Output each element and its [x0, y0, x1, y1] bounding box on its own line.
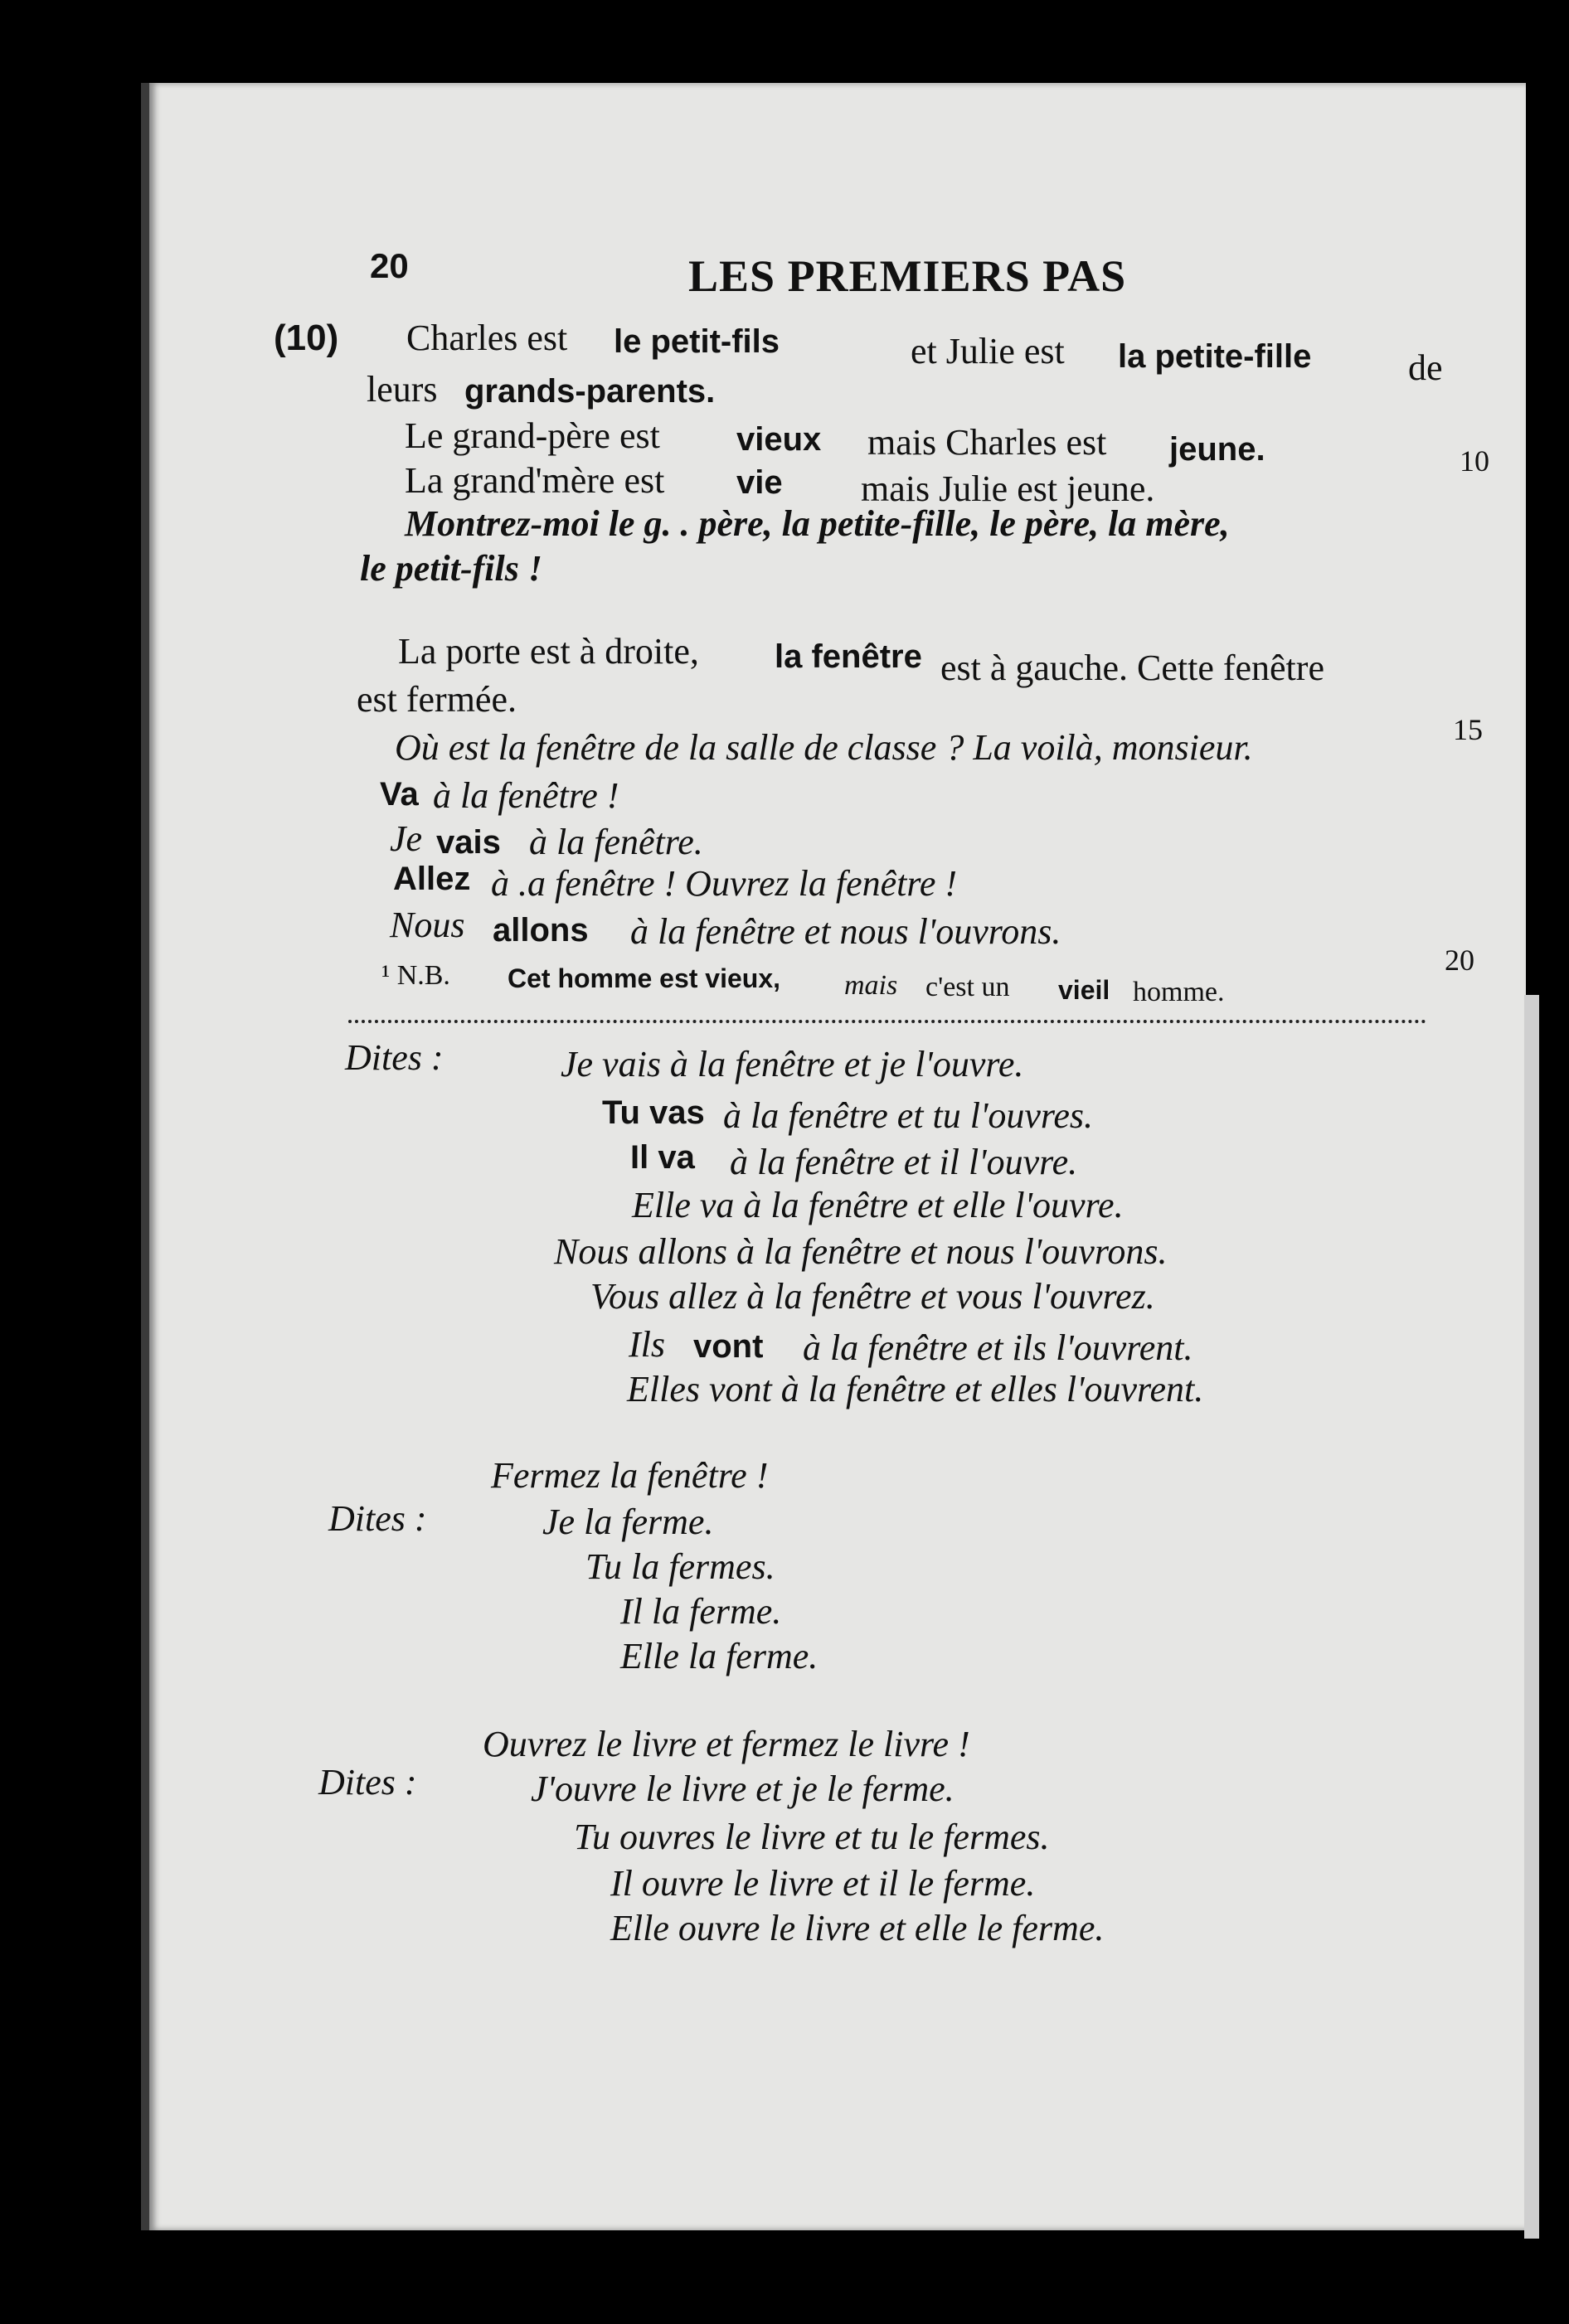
- text-line: mais Charles est: [867, 422, 1107, 463]
- text-bold: Allez: [393, 861, 471, 897]
- text-bold: la petite-fille: [1118, 338, 1312, 375]
- text-bold: vie: [736, 464, 783, 501]
- text-line: Le grand-père est: [405, 415, 660, 456]
- text-line: est à gauche. Cette fenêtre: [940, 648, 1324, 688]
- text-line: Montrez-moi le g. . père, la petite-fille, le père, la mère,: [405, 503, 1230, 544]
- page-number: 20: [370, 246, 409, 285]
- footnote-marker: ¹ N.B.: [381, 960, 450, 991]
- text-line: Je: [390, 818, 423, 859]
- drill-line: Il la ferme.: [620, 1591, 782, 1632]
- text-line: leurs: [367, 369, 438, 410]
- text-line: La porte est à droite,: [398, 631, 699, 672]
- footnote: Cet homme est vieux,: [508, 963, 780, 993]
- next-page-edge: [1524, 995, 1539, 2239]
- dites-label: Dites :: [345, 1037, 444, 1078]
- line-number: 15: [1453, 713, 1483, 746]
- drill-line: Je la ferme.: [542, 1502, 714, 1542]
- text-bold: grands-parents.: [464, 373, 716, 410]
- text-bold: vont: [693, 1328, 764, 1365]
- text-bold: le petit-fils: [614, 323, 780, 360]
- text-bold: la fenêtre: [775, 638, 922, 675]
- drill-line: Tu ouvres le livre et tu le fermes.: [574, 1817, 1050, 1857]
- text-line: est fermée.: [357, 679, 517, 720]
- text-line: à .a fenêtre ! Ouvrez la fenêtre !: [491, 863, 958, 904]
- drill-line: Elle la ferme.: [620, 1636, 819, 1676]
- page-title: LES PREMIERS PAS: [688, 251, 1127, 301]
- drill-line: Tu la fermes.: [585, 1546, 775, 1587]
- text-line: de: [1408, 347, 1443, 388]
- drill-line: Je vais à la fenêtre et je l'ouvre.: [561, 1044, 1024, 1084]
- line-number: 20: [1445, 944, 1474, 977]
- drill-line: à la fenêtre et tu l'ouvres.: [723, 1095, 1094, 1136]
- text-bold: vais: [436, 824, 501, 861]
- dites-label: Dites :: [328, 1498, 427, 1539]
- drill-intro: Ouvrez le livre et fermez le livre !: [483, 1724, 970, 1764]
- paragraph-marker: (10): [274, 318, 339, 358]
- drill-line: J'ouvre le livre et je le ferme.: [531, 1768, 955, 1809]
- text-bold: vieux: [736, 421, 822, 458]
- drill-line: Elle ouvre le livre et elle le ferme.: [610, 1908, 1105, 1948]
- footnote: mais: [844, 970, 898, 1001]
- footnote: c'est un: [925, 972, 1010, 1002]
- text-line: à la fenêtre.: [529, 822, 703, 862]
- drill-line: Elle va à la fenêtre et elle l'ouvre.: [632, 1185, 1124, 1225]
- footnote: vieil: [1058, 975, 1110, 1005]
- line-number: 10: [1460, 444, 1489, 478]
- text-bold: Tu vas: [602, 1094, 705, 1131]
- text-bold: allons: [493, 912, 589, 949]
- drill-line: Il ouvre le livre et il le ferme.: [610, 1863, 1036, 1904]
- dites-label: Dites :: [318, 1762, 417, 1802]
- drill-line: Elles vont à la fenêtre et elles l'ouvrent.: [627, 1369, 1204, 1409]
- text-bold: Il va: [630, 1139, 695, 1176]
- drill-line: à la fenêtre et ils l'ouvrent.: [803, 1327, 1193, 1368]
- drill-intro: Fermez la fenêtre !: [491, 1455, 769, 1496]
- text-line: Nous: [390, 905, 465, 945]
- drill-line: Vous allez à la fenêtre et vous l'ouvrez.: [590, 1276, 1155, 1317]
- text-line: La grand'mère est: [405, 460, 665, 501]
- text-line: à la fenêtre et nous l'ouvrons.: [630, 911, 1061, 952]
- text-bold: jeune.: [1169, 431, 1265, 468]
- text-line: Ils: [629, 1324, 665, 1365]
- text-line: Où est la fenêtre de la salle de classe ? La voilà, monsieur.: [395, 727, 1253, 768]
- text-bold: Va: [380, 776, 419, 813]
- dotted-divider: [348, 1020, 1426, 1023]
- text-line: à la fenêtre !: [433, 775, 619, 816]
- drill-line: Nous allons à la fenêtre et nous l'ouvrons.: [554, 1231, 1168, 1272]
- text-line: mais Julie est jeune.: [861, 468, 1155, 509]
- text-line: Charles est: [406, 318, 568, 358]
- drill-line: à la fenêtre et il l'ouvre.: [730, 1142, 1078, 1182]
- footnote: homme.: [1133, 977, 1225, 1007]
- text-line: le petit-fils !: [360, 548, 542, 589]
- text-line: et Julie est: [911, 331, 1065, 371]
